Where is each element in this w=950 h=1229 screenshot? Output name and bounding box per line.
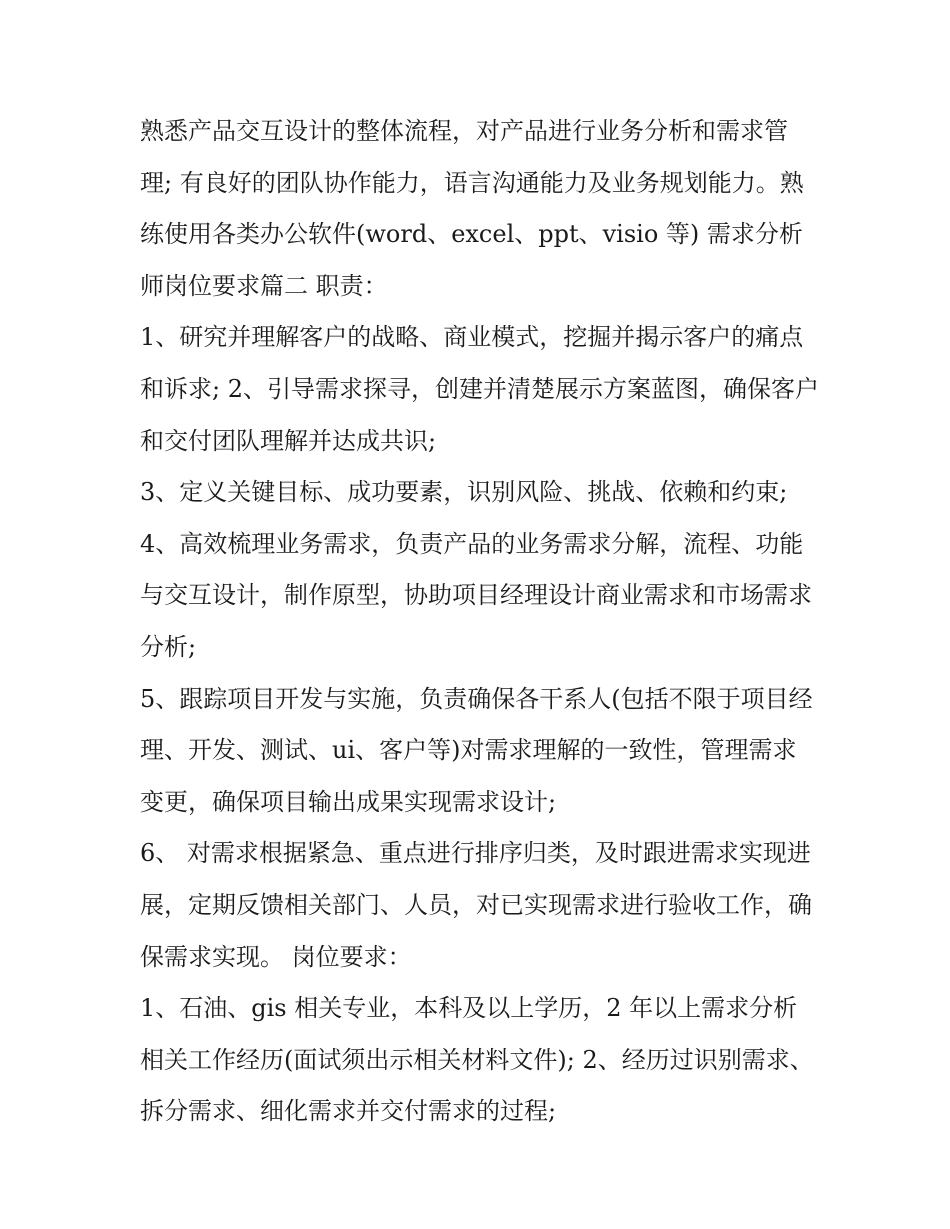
paragraph-requirements: 1、石油、gis 相关专业，本科及以上学历，2 年以上需求分析相关工作经历(面试须出示相关材料文件); 2、经历过识别需求、拆分需求、细化需求并交付需求的过程; xyxy=(140,994,814,1126)
paragraph-duty-5: 5、跟踪项目开发与实施，负责确保各干系人(包括不限于项目经理、开发、测试、ui、客户等)对需求理解的一致性，管理需求变更，确保项目输出成果实现需求设计; xyxy=(140,684,813,816)
paragraph-intro: 熟悉产品交互设计的整体流程，对产品进行业务分析和需求管理; 有良好的团队协作能力，语言沟通能力及业务规划能力。熟练使用各类办公软件(word、excel、ppt、visio 等) 需求分析师岗位要求篇二 职责： xyxy=(140,117,804,300)
document-body xyxy=(140,106,820,1138)
paragraph-duty-4: 4、高效梳理业务需求，负责产品的业务需求分解，流程、功能与交互设计，制作原型，协助项目经理设计商业需求和市场需求分析; xyxy=(140,529,812,661)
paragraph-duty-1-2: 1、研究并理解客户的战略、商业模式，挖掘并揭示客户的痛点和诉求; 2、引导需求探寻，创建并清楚展示方案蓝图，确保客户和交付团队理解并达成共识; xyxy=(140,323,819,455)
paragraph-duty-6: 6、 对需求根据紧急、重点进行排序归类，及时跟进需求实现进展，定期反馈相关部门、人员，对已实现需求进行验收工作，确保需求实现。 岗位要求： xyxy=(140,839,812,971)
paragraph-duty-3: 3、定义关键目标、成功要素，识别风险、挑战、依赖和约束; xyxy=(140,478,788,507)
